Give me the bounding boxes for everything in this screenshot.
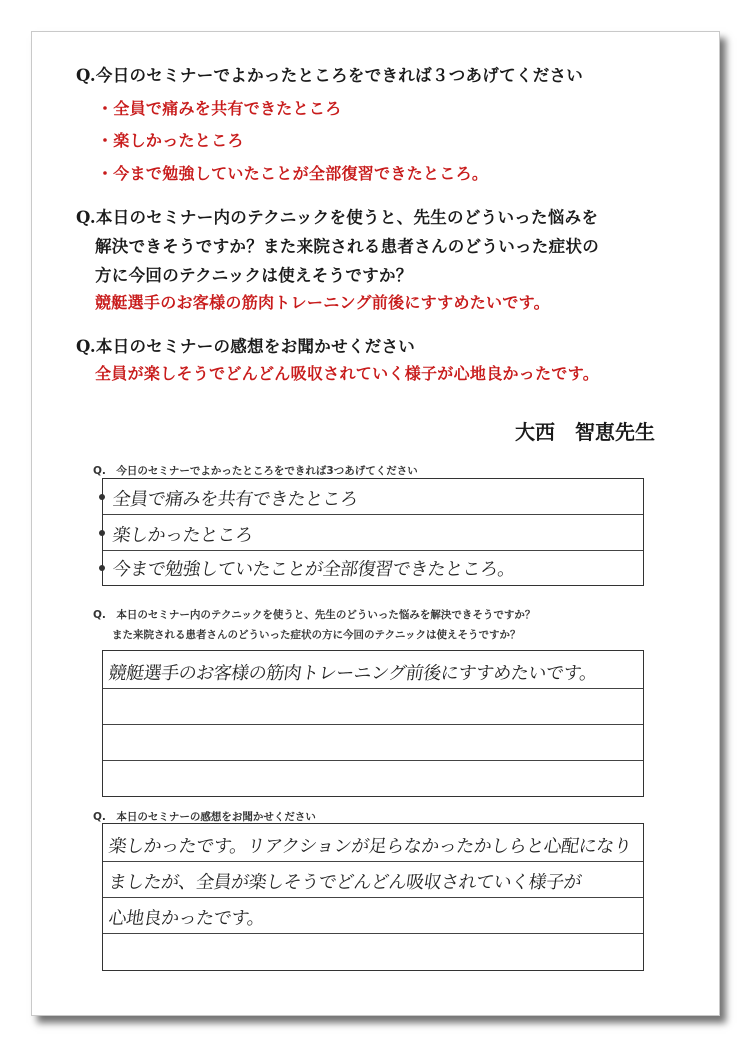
form-answer-row — [103, 761, 643, 795]
form-answer-row — [103, 862, 643, 898]
handwritten-text: 心地良かったです。 — [107, 908, 267, 929]
form-answer-row — [103, 551, 643, 584]
form-answer-row — [103, 824, 643, 862]
form-answer-row — [103, 689, 643, 725]
bullet-dot — [99, 565, 105, 571]
typed-answer-2: 競艇選手のお客様の筋肉トレーニング前後にすすめたいです。 — [95, 293, 550, 312]
typed-question-3: Q.本日のセミナーの感想をお聞かせください — [76, 337, 416, 356]
typed-answer-3: 全員が楽しそうでどんどん吸収されていく様子が心地良かったです。 — [95, 364, 600, 383]
form-answer-row — [103, 934, 643, 969]
form-question-2-line-1: Q. 本日のセミナー内のテクニックを使うと、先生のどういった悩みを解決できそうですか？ — [93, 609, 536, 621]
form-answer-row — [103, 898, 643, 934]
handwritten-text: 競艇選手のお客様の筋肉トレーニング前後にすすめたいです。 — [107, 663, 599, 684]
typed-answer-1-3: ・今まで勉強していたことが全部復習できたところ。 — [97, 164, 489, 183]
handwritten-text: 全員で痛みを共有できたところ — [111, 489, 360, 510]
form-answer-row — [103, 515, 643, 551]
handwritten-text: ましたが、全員が楽しそうでどんどん吸収されていく様子が — [107, 872, 583, 893]
handwritten-text: 楽しかったところ — [111, 525, 255, 546]
form-answer-row — [103, 725, 643, 761]
form-answer-box-1 — [102, 478, 644, 586]
form-answer-row — [103, 479, 643, 515]
typed-question-2-line-1: Q.本日のセミナー内のテクニックを使うと、先生のどういった悩みを — [76, 208, 599, 227]
typed-answer-1-1: ・全員で痛みを共有できたところ — [97, 99, 342, 118]
typed-question-2-line-3: 方に今回のテクニックは使えそうですか？ — [95, 266, 413, 285]
handwritten-text: 楽しかったです。リアクションが足らなかったかしらと心配になり — [107, 836, 633, 857]
form-question-2-line-2: また来院される患者さんのどういった症状の方に今回のテクニックは使えそうですか？ — [112, 629, 521, 641]
signature: 大西 智恵先生 — [515, 420, 655, 444]
typed-question-2-line-2: 解決できそうですか？また来院される患者さんのどういった症状の — [95, 237, 599, 256]
typed-question-1: Q.今日のセミナーでよかったところをできれば３つあげてください — [76, 66, 584, 85]
typed-answer-1-2: ・楽しかったところ — [97, 131, 244, 150]
form-answer-box-2 — [102, 650, 644, 797]
form-question-3: Q. 本日のセミナーの感想をお聞かせください — [93, 811, 316, 823]
bullet-dot — [99, 530, 105, 536]
form-answer-row — [103, 651, 643, 689]
bullet-dot — [99, 494, 105, 500]
handwritten-text: 今まで勉強していたことが全部復習できたところ。 — [111, 559, 517, 580]
form-question-1: Q. 今日のセミナーでよかったところをできれば3つあげてください — [93, 465, 418, 477]
form-answer-box-3 — [102, 823, 644, 971]
